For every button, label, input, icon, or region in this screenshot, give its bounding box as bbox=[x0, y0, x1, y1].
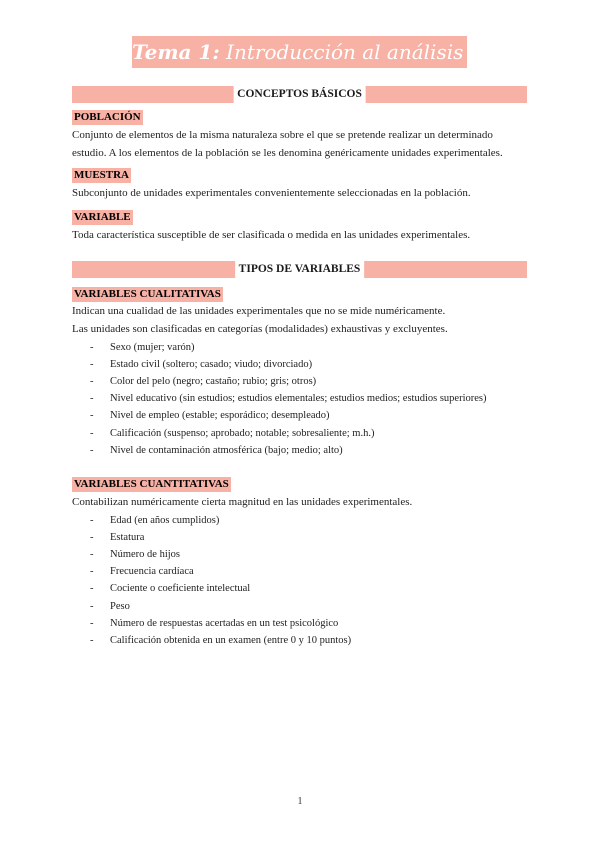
title-text: Introducción al análisis de datos bbox=[219, 40, 556, 64]
list-item: - Nivel educativo (sin estudios; estudios elementales; estudios medios; estudios superiores) bbox=[90, 393, 487, 404]
cuantitativas-line-1: Contabilizan numéricamente cierta magnitud en las unidades experimentales. bbox=[72, 496, 413, 508]
list-item: - Número de respuestas acertadas en un test psicológico bbox=[90, 618, 339, 629]
page-title bbox=[132, 36, 556, 68]
section-band-conceptos bbox=[72, 86, 527, 103]
page-number: 1 bbox=[297, 796, 303, 807]
section-title-conceptos: CONCEPTOS BÁSICOS bbox=[233, 86, 366, 103]
cualitativas-line-1: Indican una cualidad de las unidades experimentales que no se mide numéricamente. bbox=[72, 305, 446, 317]
list-item: - Calificación (suspenso; aprobado; notable; sobresaliente; m.h.) bbox=[90, 428, 375, 439]
heading-muestra: MUESTRA bbox=[74, 169, 130, 181]
list-item: - Edad (en años cumplidos) bbox=[90, 515, 220, 526]
list-item: - Sexo (mujer; varón) bbox=[90, 342, 195, 353]
heading-variable: VARIABLE bbox=[74, 211, 131, 223]
list-item: - Color del pelo (negro; castaño; rubio; gris; otros) bbox=[90, 376, 317, 387]
list-item: - Calificación obtenida en un examen (entre 0 y 10 puntos) bbox=[90, 635, 352, 646]
heading-cuantitativas: VARIABLES CUANTITATIVAS bbox=[74, 478, 229, 490]
list-item: - Estatura bbox=[90, 532, 145, 543]
poblacion-line-2: estudio. A los elementos de la población se les denomina genéricamente unidades experimentales. bbox=[72, 147, 503, 159]
list-item: - Cociente o coeficiente intelectual bbox=[90, 583, 251, 594]
list-item: - Número de hijos bbox=[90, 549, 180, 560]
list-item: - Frecuencia cardíaca bbox=[90, 566, 194, 577]
section-band-tipos bbox=[72, 261, 527, 278]
section-title-tipos: TIPOS DE VARIABLES bbox=[235, 261, 365, 278]
heading-poblacion: POBLACIÓN bbox=[74, 111, 141, 123]
list-item: - Estado civil (soltero; casado; viudo; divorciado) bbox=[90, 359, 313, 370]
cualitativas-line-2: Las unidades son clasificadas en categorías (modalidades) exhaustivas y excluyentes. bbox=[72, 323, 448, 335]
list-item: - Nivel de contaminación atmosférica (bajo; medio; alto) bbox=[90, 445, 343, 456]
heading-cualitativas: VARIABLES CUALITATIVAS bbox=[74, 288, 221, 300]
muestra-text: Subconjunto de unidades experimentales convenientemente seleccionadas en la población. bbox=[72, 187, 471, 199]
title-prefix: Tema 1: bbox=[132, 40, 220, 64]
variable-text: Toda característica susceptible de ser clasificada o medida en las unidades experimentales. bbox=[72, 229, 471, 241]
list-item: - Peso bbox=[90, 601, 130, 612]
poblacion-line-1: Conjunto de elementos de la misma naturaleza sobre el que se pretende realizar un determinado bbox=[72, 129, 493, 141]
list-item: - Nivel de empleo (estable; esporádico; desempleado) bbox=[90, 410, 330, 421]
